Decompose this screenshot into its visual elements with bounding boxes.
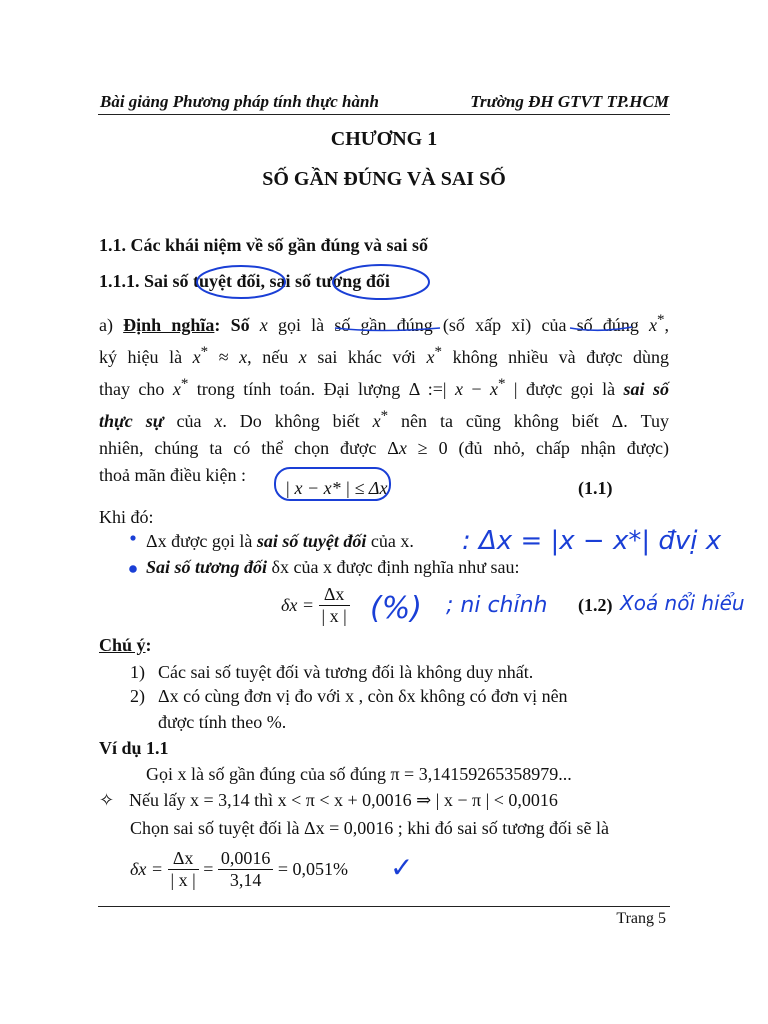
ink-abs-formula: : Δx = |x − x*| đvị x: [462, 526, 722, 556]
example-title: Ví dụ 1.1: [99, 738, 169, 758]
def-exact-number: số đúng: [576, 315, 639, 335]
note-colon: :: [145, 635, 152, 655]
def-line-4: thực sự của x. Do không biết x* nên ta cũng không biết Δ. Tuy: [99, 408, 670, 431]
equation-1-2-tag: (1.2): [578, 595, 613, 615]
def-l2b: , nếu: [247, 347, 289, 367]
eq12-den: | x |: [321, 606, 347, 626]
def-line-5: nhiên, chúng ta có thể chọn được Δx ≥ 0 (đủ nhỏ, chấp nhận được): [99, 438, 669, 458]
def-true-error-2: thực sự: [99, 411, 164, 431]
def-l2d: không nhiều và được dùng: [452, 347, 670, 367]
def-l4e: . Tuy: [623, 411, 670, 431]
ex-result: = 0,051%: [277, 859, 349, 879]
section-word-relative: tương đối: [315, 271, 390, 291]
ink-dot-2-icon: [129, 565, 137, 573]
section-mid: , sai số: [260, 271, 312, 291]
def-true-error-1: sai số: [623, 379, 669, 399]
equation-1-1: | x − x* | ≤ Δx: [285, 478, 388, 498]
section-1-1: 1.1. Các khái niệm về số gần đúng và sai số: [99, 235, 429, 255]
b1-a: Δx được gọi là: [146, 531, 253, 551]
section-word-absolute: tuyệt đối: [193, 271, 261, 291]
example-line-2-text: Nếu lấy x = 3,14 thì x < π < x + 0,0016 ⇒ | x − π | < 0,0016: [129, 790, 558, 810]
ink-percent: (%): [370, 591, 422, 626]
note-2-num: 2): [130, 686, 145, 706]
ex-equals: =: [203, 859, 214, 879]
ex-lhs: δx =: [130, 859, 164, 879]
ex-frac-1-den: | x |: [170, 870, 196, 890]
def-line-2: ký hiệu là x* ≈ x, nếu x sai khác với x* không nhiều và được dùng: [99, 344, 670, 367]
equation-1-1-tag: (1.1): [578, 478, 613, 498]
def-l1d: (số xấp xỉ) của: [442, 315, 567, 335]
ex-frac-2-num: 0,0016: [218, 848, 274, 870]
circle-relative-icon: [333, 265, 429, 299]
def-l5b: (đủ nhỏ, chấp nhận được): [458, 438, 669, 458]
def-term: Định nghĩa: [123, 315, 215, 335]
note-title-text: Chú ý: [99, 635, 146, 655]
example-line-3: Chọn sai số tuyệt đối là Δx = 0,0016 ; khi đó sai số tương đối sẽ là: [130, 818, 609, 838]
ink-dot-1-icon: [130, 535, 135, 540]
def-l3c: được gọi là: [525, 379, 616, 399]
def-l4c: . Do không biết: [222, 411, 360, 431]
example-line-1: Gọi x là số gần đúng của số đúng π = 3,14159265358979...: [146, 764, 572, 784]
header-course-title: Bài giảng Phương pháp tính thực hành: [100, 92, 379, 111]
def-l3b: trong tính toán. Đại lượng: [196, 379, 401, 399]
def-line-6: thoả mãn điều kiện :: [99, 465, 246, 485]
underline-exact-icon: [570, 327, 632, 330]
ex-frac-2-den: 3,14: [229, 870, 262, 890]
def-l4b: của: [176, 411, 202, 431]
note-2-text: Δx có cùng đơn vị đo với x , còn δx không có đơn vị nên: [158, 686, 568, 706]
page-number: Trang 5: [616, 910, 666, 927]
def-l1b: gọi là: [277, 315, 325, 335]
eq12-num: Δx: [319, 584, 350, 606]
chapter-number: CHƯƠNG 1: [330, 128, 438, 150]
def-line-1: a) Định nghĩa: Số x gọi là số gần đúng (số xấp xỉ) của số đúng x*,: [99, 312, 670, 335]
def-l1a: : Số: [214, 315, 250, 335]
def-l2c: sai khác với: [317, 347, 416, 367]
underline-approx-icon: [335, 328, 440, 331]
b2-rel-error: Sai số tương đối: [146, 557, 267, 577]
ink-note: ; ni chỉnh: [446, 593, 548, 618]
def-label: a): [99, 315, 113, 335]
circle-absolute-icon: [197, 266, 285, 298]
def-l2a: ký hiệu là: [99, 347, 183, 367]
ink-note-2: Xoá nổi hiểu: [620, 591, 745, 615]
chapter-title: SỐ GẦN ĐÚNG VÀ SAI SỐ: [262, 168, 506, 190]
note-1-text: Các sai số tuyệt đối và tương đối là không duy nhất.: [158, 662, 534, 682]
ex-frac-1-num: Δx: [168, 848, 199, 870]
note-1-num: 1): [130, 662, 145, 682]
diamond-bullet-icon: ✧: [99, 790, 115, 810]
section-1-1-1-prefix: 1.1.1. Sai số: [99, 271, 189, 291]
b1-c: của x.: [370, 531, 414, 551]
def-l3a: thay cho: [99, 379, 165, 399]
header-university: Trường ĐH GTVT TP.HCM: [470, 92, 669, 111]
def-l5a: nhiên, chúng ta có thể chọn được: [99, 438, 377, 458]
eq12-lhs: δx =: [281, 595, 315, 615]
khido-title: Khi đó:: [99, 507, 154, 527]
def-line-3: thay cho x* trong tính toán. Đại lượng Δ :=| x − x* | được gọi là sai số: [99, 376, 669, 399]
b1-abs-error: sai số tuyệt đối: [256, 531, 367, 551]
check-icon: ✓: [390, 851, 414, 884]
def-approx-number: số gần đúng: [334, 315, 433, 335]
note-2-cont: được tính theo %.: [158, 712, 287, 732]
box-eq11-icon: [275, 468, 390, 500]
b2-b: δx của x được định nghĩa như sau:: [271, 557, 520, 577]
def-l4d: nên ta cũng không biết: [401, 411, 599, 431]
